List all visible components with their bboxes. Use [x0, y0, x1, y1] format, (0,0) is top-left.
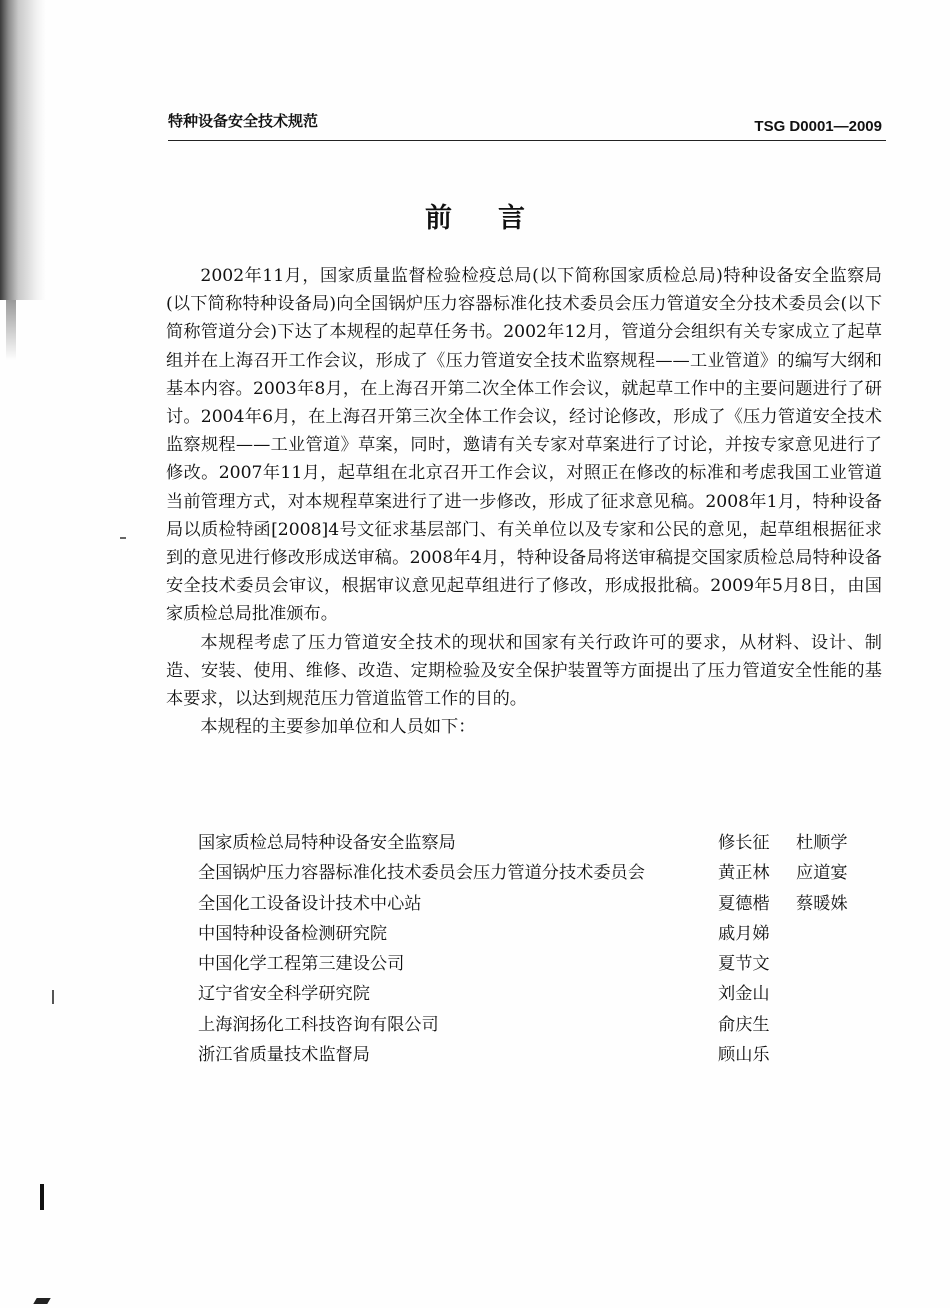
header-spec-code: TSG D0001—2009: [754, 118, 882, 135]
header-spec-name: 特种设备安全技术规范: [168, 112, 319, 130]
scan-mark: [40, 1184, 44, 1210]
participant-row: [198, 1040, 878, 1070]
paragraph-participants-intro: 本规程的主要参加单位和人员如下：: [200, 717, 476, 738]
person-name: 俞庆生: [718, 1014, 770, 1035]
participant-row: [198, 919, 878, 949]
participant-row: [198, 889, 878, 919]
page-header: [168, 108, 886, 141]
scan-shadow-edge-lower: [6, 300, 16, 360]
person-name: 杜顺学: [796, 833, 848, 853]
paragraph-scope: 本规程考虑了压力管道安全技术的现状和国家有关行政许可的要求，从材料、设计、制造、安装、使用、维修、改造、定期检验及安全保护装置等方面提出了压力管道安全性能的基本要求，以达到规范压力管道监管工作的目的。: [166, 632, 882, 710]
person-name: 夏德楷: [718, 893, 770, 914]
unit-name: 全国锅炉压力容器标准化技术委员会压力管道分技术委员会: [198, 863, 645, 884]
unit-name: 浙江省质量技术监督局: [198, 1045, 370, 1066]
scan-mark: [120, 537, 126, 539]
participant-row: [198, 1010, 878, 1040]
scan-shadow-edge: [0, 0, 46, 300]
preface-body: [166, 262, 882, 741]
participant-row: [198, 979, 878, 1009]
scan-mark: [33, 1298, 50, 1304]
participant-row: [198, 828, 878, 858]
unit-name: 辽宁省安全科学研究院: [198, 984, 370, 1005]
person-name: 应道宴: [796, 863, 848, 884]
participant-row: [198, 858, 878, 888]
page-title: 前言: [425, 203, 571, 234]
unit-name: 中国特种设备检测研究院: [198, 923, 388, 944]
scan-mark: [52, 990, 54, 1004]
person-name: 黄正林: [718, 863, 770, 884]
unit-name: 上海润扬化工科技咨询有限公司: [198, 1014, 439, 1035]
person-name: 戚月娣: [718, 923, 770, 944]
person-name: 夏节文: [718, 954, 770, 975]
participant-list: [198, 828, 878, 1070]
participant-row: [198, 949, 878, 979]
person-name: 修长征: [718, 833, 770, 853]
unit-name: 中国化学工程第三建设公司: [198, 954, 405, 975]
person-name: 蔡暖姝: [796, 893, 848, 914]
person-name: 顾山乐: [718, 1045, 770, 1066]
unit-name: 国家质检总局特种设备安全监察局: [198, 833, 456, 853]
unit-name: 全国化工设备设计技术中心站: [198, 893, 422, 914]
person-name: 刘金山: [718, 984, 770, 1005]
paragraph-history: 2002年11月，国家质量监督检验检疫总局(以下简称国家质检总局)特种设备安全监察局(以下简称特种设备局)向全国锅炉压力容器标准化技术委员会压力管道安全分技术委员会(以下简称管道分会)下达了本规程的起草任务书。2002年12月，管道分会组织有关专家成立了起草组并在上海召开工作会议，形成了《压力管道安全技术监察规程——工业管道》的编写大纲和基本内容。2003年8月，在上海召开第二次全体工作会议，就起草工作中的主要问题进行了研讨。2004年6月，在上海召开第三次全体工作会议，经讨论修改，形成了《压力管道安全技术监察规程——工业管道》草案，同时，邀请有关专家对草案进行了讨论，并按专家意见进行了修改。2007年11月，起草组在北京召开工作会议，对照正在修改的标准和考虑我国工业管道当前管理方式，对本规程草案进行了进一步修改，形成了征求意见稿。2008年1月，特种设备局以质检特函[2008]4号文征求基层部门、有关单位以及专家和公民的意见，起草组根据征求到的意见进行修改形成送审稿。2008年4月，特种设备局将送审稿提交国家质检总局特种设备安全技术委员会审议，根据审议意见起草组进行了修改，形成报批稿。2009年5月8日，由国家质检总局批准颁布。: [166, 266, 882, 625]
